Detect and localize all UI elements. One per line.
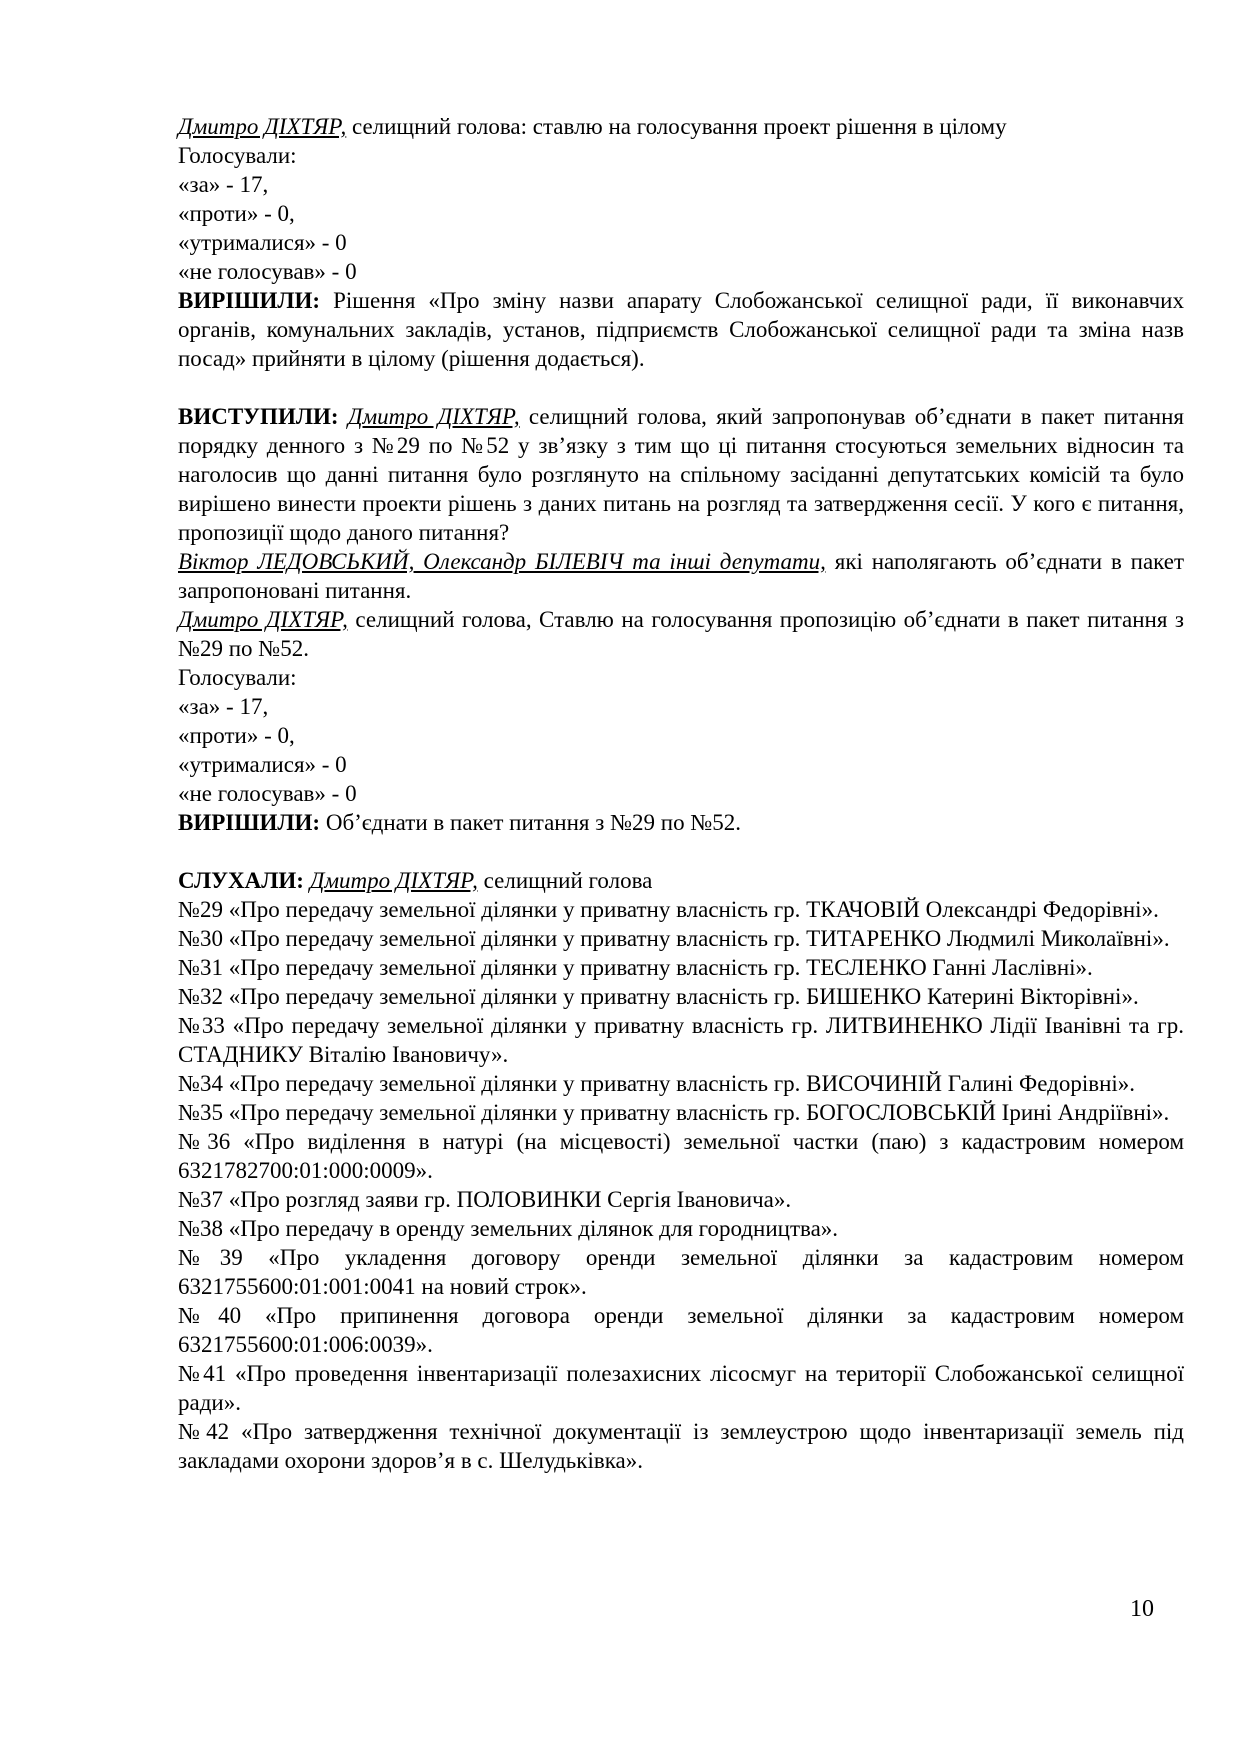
speech-paragraph: [178, 402, 1184, 547]
deputies-text: які наполягають об’єднати в пакет запропоновані питання.: [178, 549, 1185, 603]
decision-label: ВИРІШИЛИ:: [178, 288, 321, 313]
agenda-item-39: №39 «Про укладення договору оренди земельної ділянки за кадастровим номером 6321755600:01:001:0041 на новий строк».: [178, 1245, 1184, 1299]
voted-label: Голосували:: [178, 665, 297, 690]
vote-abstained: «утрималися» - 0: [178, 752, 347, 777]
agenda-item-42: №42 «Про затвердження технічної документації із землеустрою щодо інвентаризації земель під закладами охорони здоров’я в с. Шелудьківка».: [178, 1419, 1184, 1473]
agenda-item-38: №38 «Про передачу в оренду земельних ділянок для городництва».: [178, 1216, 839, 1241]
vote-for: «за» - 17,: [178, 172, 269, 197]
speech-label: ВИСТУПИЛИ:: [178, 404, 339, 429]
vote-intro: [178, 112, 1184, 141]
spacer: [178, 373, 1184, 402]
agenda-item-40: №40 «Про припинення договора оренди земельної ділянки за кадастровим номером 6321755600:01:006:0039».: [178, 1303, 1184, 1357]
speaker-name: Дмитро ДІХТЯР,: [309, 868, 478, 893]
speaker-name: Дмитро ДІХТЯР,: [347, 404, 520, 429]
speaker-text: селищний голова: ставлю на голосування проект рішення в цілому: [346, 114, 1007, 139]
decision-paragraph: [178, 808, 1184, 837]
vote-not-voted: «не голосував» - 0: [178, 259, 357, 284]
speech-text: селищний голова, який запропонував об’єднати в пакет питання порядку денного з №29 по №52 у зв’язку з тим що ці питання стосуються земельних відносин та наголосив що данні питання було розглянуто на спільному засіданні депутатських комісій та було вирішено винести проекти рішень з даних питань на розгляд та затвердження сесії. У кого є питання, пропозиції щодо даного питання?: [178, 404, 1184, 545]
heard-text: селищний голова: [477, 868, 653, 893]
voted-label: Голосували:: [178, 143, 297, 168]
agenda-item-33: №33 «Про передачу земельної ділянки у приватну власність гр. ЛИТВИНЕНКО Лідії Іванівні та гр. СТАДНИКУ Віталію Івановичу».: [178, 1013, 1184, 1067]
vote-against: «проти» - 0,: [178, 723, 295, 748]
decision-paragraph: [178, 286, 1184, 373]
agenda-item-37: №37 «Про розгляд заяви гр. ПОЛОВИНКИ Сергія Івановича».: [178, 1187, 792, 1212]
agenda-item-35: №35 «Про передачу земельної ділянки у приватну власність гр. БОГОСЛОВСЬКІЙ Ірині Андріївні».: [178, 1100, 1170, 1125]
agenda-item-29: №29 «Про передачу земельної ділянки у приватну власність гр. ТКАЧОВІЙ Олександрі Федорівні».: [178, 897, 1159, 922]
agenda-item-32: №32 «Про передачу земельної ділянки у приватну власність гр. БИШЕНКО Катерині Вікторівні».: [178, 984, 1139, 1009]
decision-text: Об’єднати в пакет питання з №29 по №52.: [320, 810, 742, 835]
spacer: [178, 837, 1184, 866]
agenda-item-30: №30 «Про передачу земельної ділянки у приватну власність гр. ТИТАРЕНКО Людмилі Миколаївні».: [178, 926, 1170, 951]
proposal-paragraph: [178, 605, 1184, 663]
speaker-name: Дмитро ДІХТЯР,: [178, 114, 347, 139]
agenda-item-36: №36 «Про виділення в натурі (на місцевості) земельної частки (паю) з кадастровим номером 6321782700:01:000:0009».: [178, 1129, 1184, 1183]
decision-label: ВИРІШИЛИ:: [178, 810, 321, 835]
page-number: 10: [1130, 1596, 1154, 1622]
decision-text: Рішення «Про зміну назви апарату Слобожанської селищної ради, її виконавчих органів, комунальних закладів, установ, підприємств Слобожанської селищної ради та зміна назв посад» прийняти в цілому (рішення додається).: [178, 288, 1184, 371]
deputies-names: Віктор ЛЕДОВСЬКИЙ, Олександр БІЛЕВІЧ та інші депутати,: [178, 549, 826, 574]
vote-against: «проти» - 0,: [178, 201, 295, 226]
agenda-item-31: №31 «Про передачу земельної ділянки у приватну власність гр. ТЕСЛЕНКО Ганні Ласлівні».: [178, 955, 1093, 980]
heard-paragraph: [178, 866, 1184, 895]
vote-not-voted: «не голосував» - 0: [178, 781, 357, 806]
agenda-item-34: №34 «Про передачу земельної ділянки у приватну власність гр. ВИСОЧИНІЙ Галині Федорівні».: [178, 1071, 1136, 1096]
vote-abstained: «утрималися» - 0: [178, 230, 347, 255]
document-page: [178, 112, 1184, 1475]
agenda-item-41: №41 «Про проведення інвентаризації полезахисних лісосмуг на території Слобожанської селищної ради».: [178, 1361, 1184, 1415]
vote-for: «за» - 17,: [178, 694, 269, 719]
heard-label: СЛУХАЛИ:: [178, 868, 304, 893]
deputies-paragraph: [178, 547, 1184, 605]
proposal-text: селищний голова, Ставлю на голосування пропозицію об’єднати в пакет питання з №29 по №52.: [178, 607, 1184, 661]
speaker-name: Дмитро ДІХТЯР,: [178, 607, 348, 632]
